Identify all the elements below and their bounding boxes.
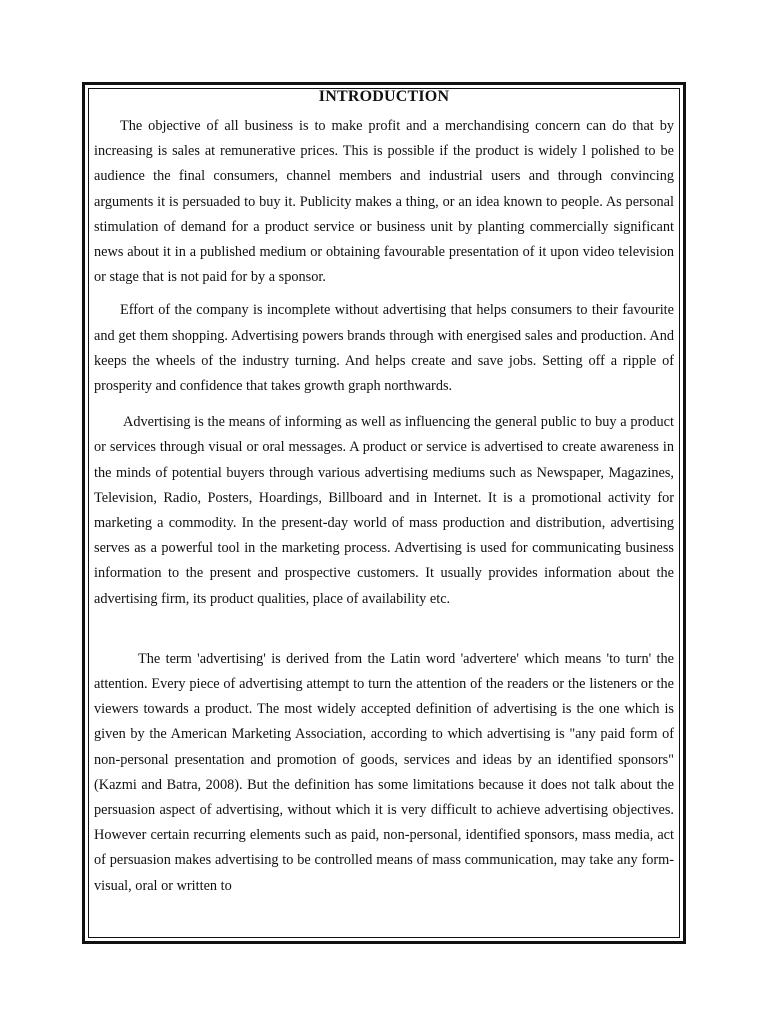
paragraph-4: The term 'advertising' is derived from the Latin word 'advertere' which means 'to turn' the attention. Every piece of advertising attempt to turn the attention of the readers or the listeners or the viewers towards a product. The most widely accepted definition of advertising is the one which is given by the American Marketing Association, according to which advertising is "any paid form of non-personal presentation and promotion of goods, services and ideas by an identified sponsors" (Kazmi and Batra, 2008). But the definition has some limitations because it does not talk about the persuasion aspect of advertising, without which it is very difficult to achieve advertising objectives. However certain recurring elements such as paid, non-personal, identified sponsors, mass media, act of persuasion makes advertising to be controlled means of mass communication, may take any form-visual, oral or written to (94, 650, 674, 894)
document-body (94, 86, 674, 936)
page-title: INTRODUCTION (318, 88, 450, 105)
paragraph-3: Advertising is the means of informing as well as influencing the general public to buy a product or services through visual or oral messages. A product or service is advertised to create awareness in the minds of potential buyers through various advertising mediums such as Newspaper, Magazines, Television, Radio, Posters, Hoardings, Billboard and in Internet. It is a promotional activity for marketing a commodity. In the present-day world of mass production and distribution, advertising serves as a powerful tool in the marketing process. Advertising is used for communicating business information to the present and prospective customers. It usually provides information about the advertising firm, its product qualities, place of availability etc. (94, 414, 674, 607)
paragraph-1: The objective of all business is to make profit and a merchandising concern can do that by increasing is sales at remunerative prices. This is possible if the product is widely l polished to be audience the final consumers, channel members and industrial users and through convincing arguments it is persuaded to buy it. Publicity makes a thing, or an idea known to people. As personal stimulation of demand for a product service or business unit by planting commercially significant news about it in a published medium or obtaining favourable presentation of it upon video television or stage that is not paid for by a sponsor. (94, 118, 674, 286)
paragraph-2: Effort of the company is incomplete without advertising that helps consumers to their favourite and get them shopping. Advertising powers brands through with energised sales and production. And keeps the wheels of the industry turning. And helps create and save jobs. Setting off a ripple of prosperity and confidence that takes growth graph northwards. (94, 302, 674, 395)
